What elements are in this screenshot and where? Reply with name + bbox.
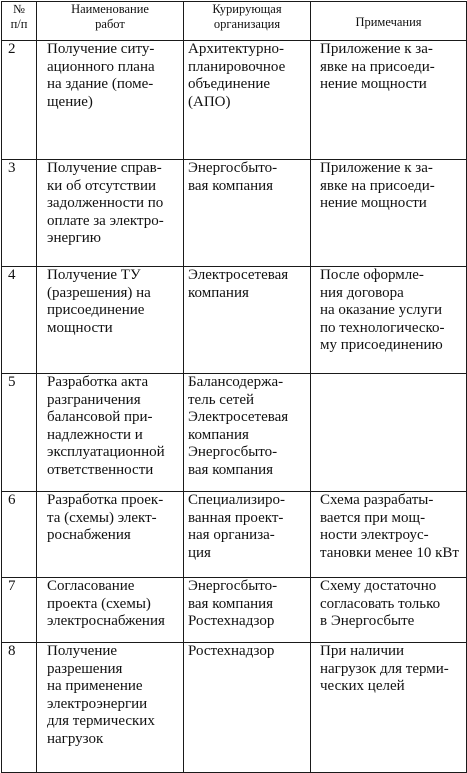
header-num-line: п/п: [10, 16, 28, 31]
work-name-line: на применение: [47, 678, 143, 694]
note: [311, 41, 467, 160]
work-name-line: Разработка проек-: [47, 492, 164, 508]
supervising-organization: [184, 578, 311, 643]
work-name-line: разрешения: [47, 660, 123, 677]
header-note: [311, 2, 467, 41]
supervising-organization: [184, 492, 311, 578]
work-name-line: оплате за электро-: [47, 212, 164, 229]
work-name-line: ки об отсутствии: [47, 177, 157, 194]
table-row: [2, 41, 467, 160]
header-work-line: Наименование: [71, 2, 149, 16]
note-line: по технологическо-: [320, 319, 445, 336]
note-line: При наличии: [320, 643, 405, 659]
supervising-organization-line: Ростехнадзор: [188, 643, 275, 659]
header-note-line: Примечания: [355, 15, 422, 29]
note: [311, 578, 467, 643]
work-name-line: щение): [47, 93, 93, 110]
supervising-organization-line: Электросетевая: [188, 267, 289, 283]
work-name-line: та (схемы) элект-: [47, 509, 157, 526]
row-number: 3: [2, 160, 37, 267]
note-line: му присоединению: [320, 337, 443, 353]
supervising-organization-line: вая компания: [188, 177, 274, 194]
header-org-line: Курирующая: [212, 2, 282, 16]
note-line: Приложение к за-: [320, 160, 433, 176]
row-number: 2: [2, 41, 37, 160]
row-number: 6: [2, 492, 37, 578]
work-name: [37, 41, 184, 160]
note: [311, 160, 467, 267]
work-name-line: роснабжения: [47, 527, 131, 543]
header-row: [2, 2, 467, 41]
note-line: нение мощности: [320, 195, 427, 211]
work-name-line: Получение ситу-: [47, 41, 155, 57]
supervising-organization-line: ванная проект-: [188, 509, 284, 526]
header-num-line: №: [13, 2, 25, 16]
supervising-organization-line: Энергосбыто-: [188, 578, 278, 594]
supervising-organization-line: Энергосбыто-: [188, 160, 278, 176]
note-line: тановки менее 10 кВт: [320, 544, 459, 561]
header-work-line: работ: [95, 16, 125, 31]
work-name-line: надлежности и: [47, 426, 143, 443]
work-name-line: балансовой при-: [47, 409, 153, 425]
header-work: [37, 2, 184, 41]
header-num: [2, 2, 37, 41]
supervising-organization-line: вая компания: [188, 595, 274, 612]
note-line: Схему достаточно: [320, 578, 437, 594]
work-name: [37, 492, 184, 578]
work-name-line: электроэнергии: [47, 695, 148, 712]
work-name-line: присоединение: [47, 302, 145, 318]
work-name-line: ационного плана: [47, 58, 155, 75]
note-line: явке на присоеди-: [320, 58, 435, 75]
work-name-line: электроснабжения: [47, 613, 165, 629]
work-table: [1, 1, 467, 773]
supervising-organization-line: тель сетей: [188, 391, 255, 408]
table-body: [2, 41, 467, 773]
work-name-line: энергию: [47, 230, 102, 246]
table-header: [2, 2, 467, 41]
note-line: вается при мощ-: [320, 509, 426, 526]
work-name-line: Получение: [47, 643, 118, 659]
note: [311, 374, 467, 492]
supervising-organization-line: компания: [188, 284, 249, 301]
supervising-organization: [184, 643, 311, 773]
table-row: [2, 492, 467, 578]
note-line: согласовать только: [320, 595, 441, 612]
note: [311, 492, 467, 578]
work-name-line: ответственности: [47, 461, 154, 478]
work-name-line: эксплуатационной: [47, 444, 165, 460]
supervising-organization-line: Ростехнадзор: [188, 613, 275, 629]
supervising-organization-line: планировочное: [188, 58, 286, 75]
work-name-line: нагрузок: [47, 730, 104, 747]
table-row: [2, 643, 467, 773]
supervising-organization-line: Специализиро-: [188, 492, 285, 508]
work-name-line: Разработка акта: [47, 374, 149, 390]
table-row: [2, 267, 467, 374]
work-name-line: Получение ТУ: [47, 267, 141, 283]
table-row: [2, 578, 467, 643]
work-name-line: Получение справ-: [47, 160, 162, 176]
note-line: в Энергосбыте: [320, 613, 415, 629]
supervising-organization: [184, 160, 311, 267]
row-number: 7: [2, 578, 37, 643]
note: [311, 643, 467, 773]
supervising-organization-line: Электросетевая: [188, 409, 289, 425]
supervising-organization: [184, 267, 311, 374]
row-number: 5: [2, 374, 37, 492]
work-name: [37, 374, 184, 492]
supervising-organization: [184, 374, 311, 492]
header-org-line: организация: [213, 16, 281, 31]
note-line: Приложение к за-: [320, 41, 433, 57]
note: [311, 267, 467, 374]
note-line: ности электроус-: [320, 527, 429, 543]
note-line: ческих целей: [320, 678, 405, 694]
header-org: [184, 2, 311, 41]
supervising-organization-line: (АПО): [188, 93, 231, 110]
note-line: явке на присоеди-: [320, 177, 435, 194]
row-number: 8: [2, 643, 37, 773]
work-name: [37, 643, 184, 773]
table-row: [2, 374, 467, 492]
work-name-line: (разрешения) на: [47, 284, 151, 301]
work-name-line: Согласование: [47, 578, 135, 594]
note-line: После оформле-: [320, 267, 424, 283]
work-name-line: разграничения: [47, 391, 141, 408]
note-line: на оказание услуги: [320, 302, 443, 318]
work-name-line: задолженности по: [47, 195, 164, 211]
work-name-line: на здание (поме-: [47, 76, 154, 92]
work-name-line: для термических: [47, 713, 155, 729]
supervising-organization-line: ция: [188, 544, 211, 561]
supervising-organization-line: Энергосбыто-: [188, 444, 278, 460]
note-line: нение мощности: [320, 76, 427, 92]
note-line: ния договора: [320, 284, 404, 301]
work-name: [37, 578, 184, 643]
supervising-organization-line: объединение: [188, 76, 271, 92]
work-name-line: проекта (схемы): [47, 595, 151, 612]
table-row: [2, 160, 467, 267]
supervising-organization-line: ная организа-: [188, 527, 275, 543]
supervising-organization-line: компания: [188, 426, 249, 443]
supervising-organization-line: вая компания: [188, 461, 274, 478]
note-line: Схема разрабаты-: [320, 492, 434, 508]
supervising-organization-line: Балансодержа-: [188, 374, 284, 390]
supervising-organization-line: Архитектурно-: [188, 41, 285, 57]
work-name-line: мощности: [47, 319, 113, 336]
note-line: нагрузок для терми-: [320, 660, 449, 677]
work-name: [37, 267, 184, 374]
supervising-organization: [184, 41, 311, 160]
work-name: [37, 160, 184, 267]
row-number: 4: [2, 267, 37, 374]
